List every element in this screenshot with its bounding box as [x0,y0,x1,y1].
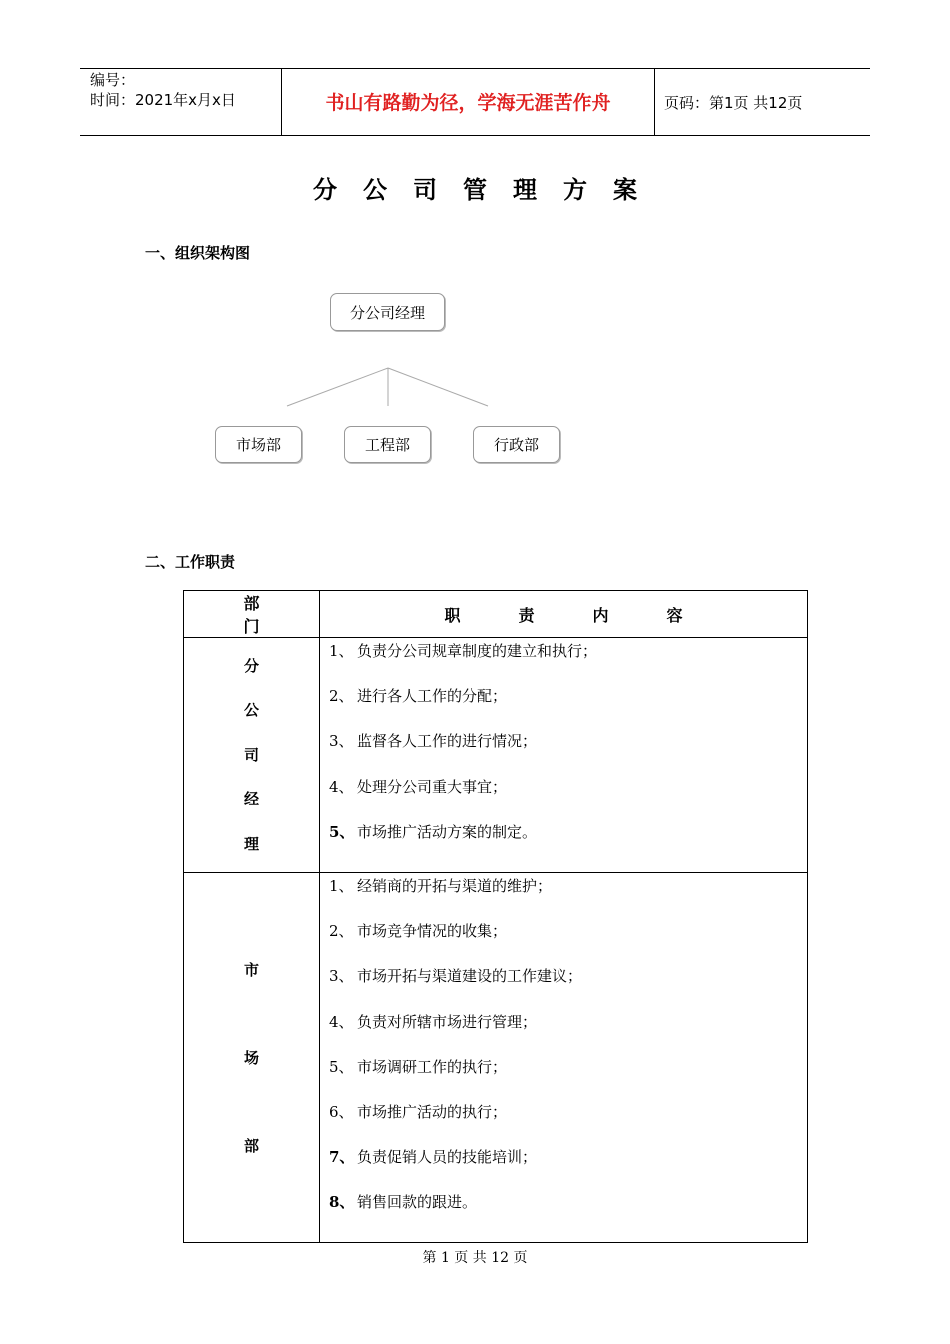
section-heading-org-chart: 一、组织架构图 [145,244,251,262]
duty-number: 5、 [329,1057,354,1076]
duty-number: 3、 [329,967,354,986]
duty-text: 进行各人工作的分配； [357,687,508,706]
header-motto: 书山有路勤为径，学海无涯苦作舟 [325,92,611,114]
duty-number: 3、 [329,732,354,751]
duty-text: 经销商的开拓与渠道的维护； [357,876,553,895]
table-header-row [184,591,808,638]
duty-number: 1、 [329,642,354,660]
duty-number: 4、 [329,1012,354,1031]
list-item [329,821,807,866]
list-item [329,685,807,730]
duty-number: 1、 [329,876,354,895]
duty-text: 负责对所辖市场进行管理； [357,1012,538,1031]
list-item [329,1191,807,1236]
dept-cell-manager [184,638,320,873]
dept-char: 场 [243,1048,259,1067]
table-row [184,638,808,873]
dept-char: 部 [243,1136,259,1155]
org-node-admin: 行政部 [473,426,560,463]
duty-number: 5、 [329,822,355,841]
dept-char: 经 [243,790,259,809]
list-item [329,730,807,775]
duty-text: 市场推广活动的执行； [357,1102,508,1121]
duty-cell-market [320,872,808,1243]
document-title: 分公司管理方案 [313,175,663,204]
duty-number: 6、 [329,1102,354,1121]
dept-char: 司 [243,745,259,764]
duty-cell-manager [320,638,808,873]
duty-text: 市场竞争情况的收集； [357,922,508,941]
duty-number: 4、 [329,777,354,796]
dept-char: 理 [243,834,259,853]
list-item [329,640,807,685]
dept-char: 市 [243,960,259,979]
duty-list [320,638,807,872]
duty-number: 2、 [329,922,354,941]
page-footer: 第 1 页 共 12 页 [422,1250,528,1266]
list-item [329,1011,807,1056]
list-item [329,776,807,821]
org-node-root: 分公司经理 [330,293,445,331]
duty-number: 2、 [329,687,354,706]
list-item [329,1146,807,1191]
dept-cell-market [184,872,320,1243]
list-item [329,1056,807,1101]
header-page-label: 页码：第1页 共12页 [664,94,803,112]
duty-number: 8、 [329,1193,355,1212]
duty-text: 销售回款的跟进。 [357,1193,478,1212]
duty-text: 市场调研工作的执行； [357,1057,508,1076]
duty-text: 负责促销人员的技能培训； [357,1148,538,1167]
list-item [329,965,807,1010]
duties-table [183,590,808,1243]
number-label: 编号： [90,71,136,89]
org-node-engineering: 工程部 [344,426,431,463]
time-label: 时间：2021年x月x日 [90,91,236,109]
dept-char: 分 [243,656,259,675]
duty-number: 7、 [329,1148,355,1167]
duty-text: 处理分公司重大事宜； [357,777,508,796]
duty-text: 监督各人工作的进行情况； [357,732,538,751]
duty-text: 负责分公司规章制度的建立和执行； [357,642,598,660]
section-heading-duties: 二、工作职责 [145,553,236,571]
table-row [184,872,808,1243]
list-item [329,1101,807,1146]
org-node-market: 市场部 [215,426,302,463]
dept-char: 公 [243,701,259,720]
list-item [329,920,807,965]
duty-text: 市场开拓与渠道建设的工作建议； [357,967,583,986]
duty-text: 市场推广活动方案的制定。 [357,822,538,841]
col-header-dept: 部门 [184,591,320,638]
duty-list [320,873,807,1243]
col-header-duty: 职责内容 [320,591,808,638]
list-item [329,875,807,920]
